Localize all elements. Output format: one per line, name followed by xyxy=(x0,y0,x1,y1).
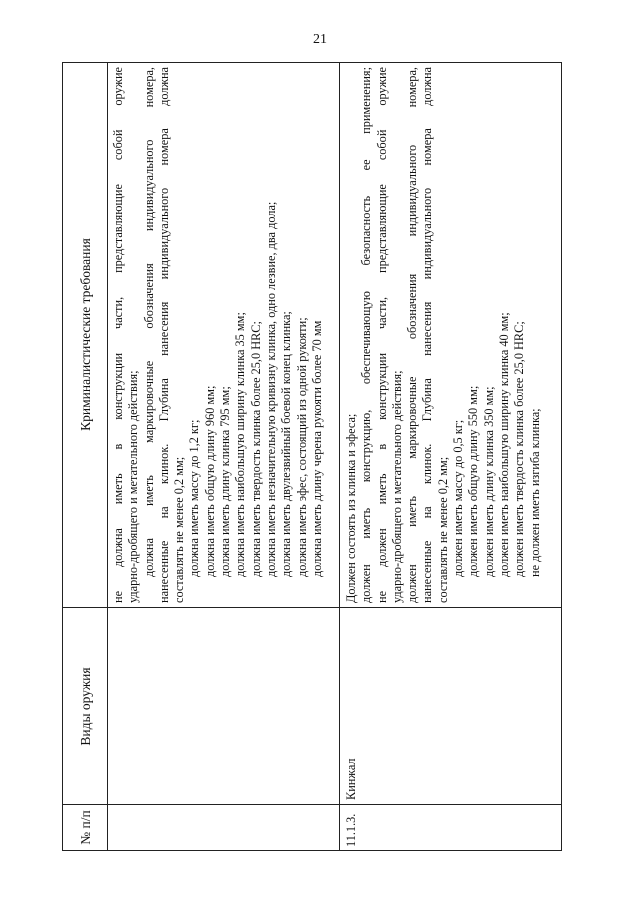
requirement-line: ударно-дробящего и метательного действия; xyxy=(389,370,404,603)
rotated-table xyxy=(62,62,562,851)
row2-num: 11.1.3. xyxy=(344,813,358,847)
requirement-line: должен иметь массу до 0,5 кг; xyxy=(451,419,466,577)
requirement-line: должен иметь общую длину 550 мм; xyxy=(466,385,481,577)
requirement-line: должна иметь двулезвийный боевой конец клинка; xyxy=(279,311,294,577)
page-number: 21 xyxy=(313,32,327,47)
header-divider xyxy=(107,63,108,850)
requirement-line: ударно-дробящего и метательного действия; xyxy=(126,370,141,603)
requirement-line: не должна иметь в конструкции части, представляющие собой оружие xyxy=(111,67,125,603)
requirement-line: Должен состоять из клинка и эфеса; xyxy=(344,413,358,603)
requirement-line: должна иметь длину черена рукояти более 70 мм xyxy=(309,320,324,577)
row1-requirements xyxy=(111,67,325,603)
header-requirements: Криминалистические требования xyxy=(77,238,93,431)
requirement-line: должна иметь незначительную кривизну клинка, одно лезвие, два дола; xyxy=(263,201,278,577)
requirement-line: должен иметь маркировочные обозначения индивидуального номера, xyxy=(405,67,420,603)
requirement-line: должна иметь длину клинка 795 мм; xyxy=(218,386,233,577)
row2-requirements xyxy=(344,67,543,603)
requirement-line: должна иметь общую длину 960 мм; xyxy=(202,385,217,577)
requirement-line: должна иметь эфес, состоящий из одной рукояти; xyxy=(294,317,309,577)
requirement-line: составлять не менее 0,2 мм; xyxy=(172,456,187,603)
requirement-line: должен иметь наибольшую ширину клинка 40 мм; xyxy=(496,312,511,577)
requirement-line: должна иметь массу до 1,2 кг; xyxy=(187,419,202,577)
requirement-line: должен иметь твердость клинка более 25,0 HRC; xyxy=(512,321,527,577)
header-type: Виды оружия xyxy=(77,667,93,746)
row-divider xyxy=(339,63,340,850)
requirement-line: нанесенные на клинок. Глубина нанесения индивидуального номера должна xyxy=(156,67,171,603)
col-divider-1 xyxy=(63,804,561,805)
requirement-line: не должен иметь изгиба клинка; xyxy=(527,408,542,577)
header-num: № п/п xyxy=(77,810,93,845)
requirement-line: должен иметь длину клинка 350 мм; xyxy=(481,386,496,577)
requirement-line: должен иметь конструкцию, обеспечивающую безопасность ее применения; xyxy=(359,67,374,603)
requirement-line: нанесенные на клинок. Глубина нанесения индивидуального номера должна xyxy=(420,67,435,603)
requirement-line: должна иметь маркировочные обозначения индивидуального номера, xyxy=(141,67,156,577)
requirements-table xyxy=(62,62,562,851)
requirement-line: составлять не менее 0,2 мм; xyxy=(435,456,450,603)
col-divider-2 xyxy=(63,607,561,608)
requirement-line: должна иметь твердость клинка более 25,0 HRC; xyxy=(248,321,263,577)
requirement-line: должна иметь наибольшую ширину клинка 35 мм; xyxy=(233,312,248,577)
requirement-line: не должен иметь в конструкции части, представляющие собой оружие xyxy=(374,67,389,603)
row2-type: Кинжал xyxy=(344,758,358,800)
